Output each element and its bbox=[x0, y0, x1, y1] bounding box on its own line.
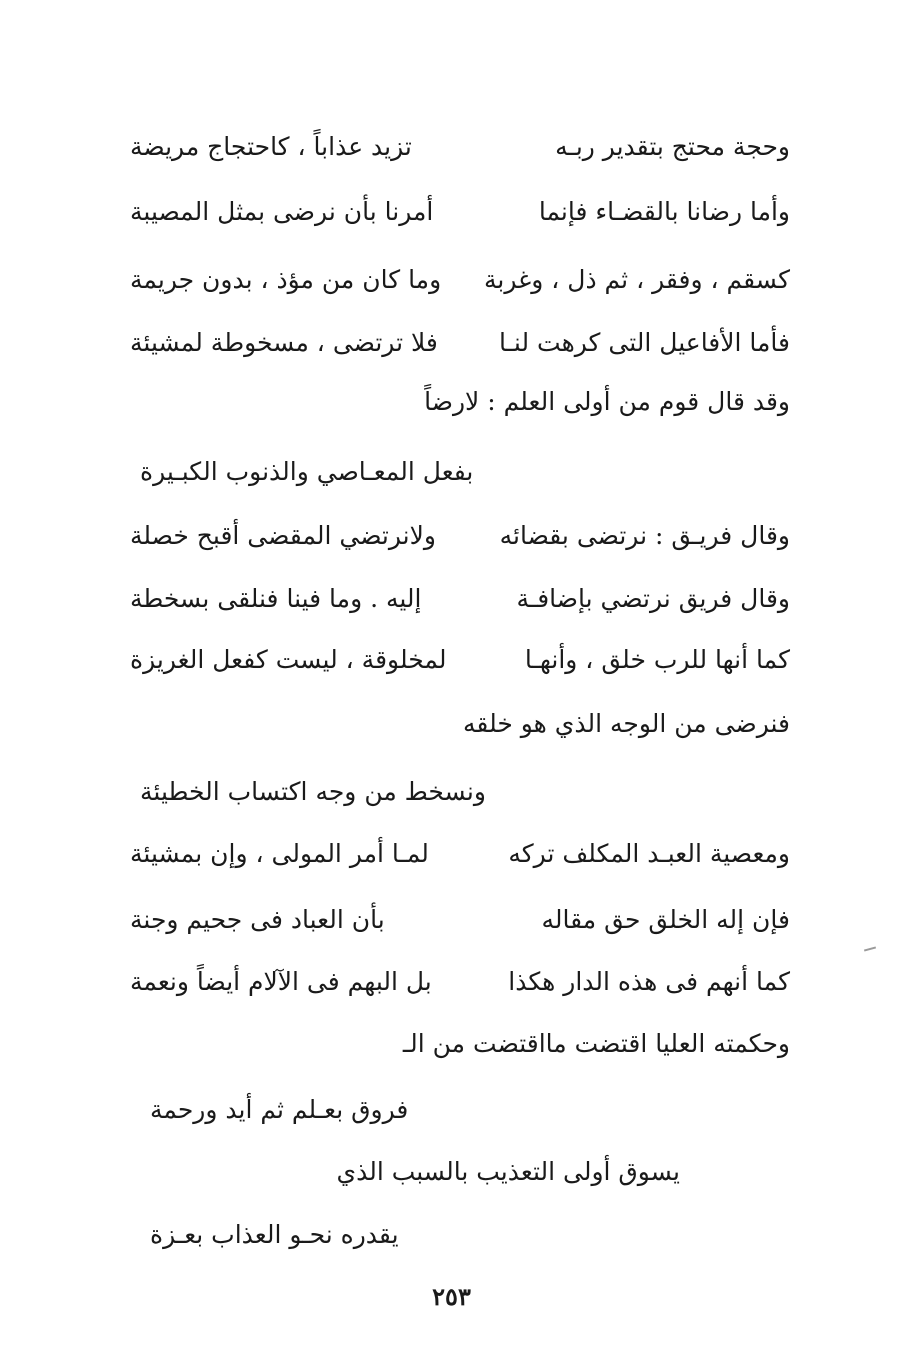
verse-line bbox=[130, 702, 790, 746]
hemistich-first: يسوق أولى التعذيب بالسبب الذي bbox=[336, 1157, 680, 1186]
hemistich-second: يقدره نحـو العذاب بعـزة bbox=[150, 1220, 399, 1249]
verse-line bbox=[130, 770, 790, 814]
hemistich-second: إليه . وما فينا فنلقى بسخطة bbox=[130, 584, 422, 613]
hemistich-second: لمخلوقة ، ليست كفعل الغريزة bbox=[130, 645, 447, 674]
poem-body bbox=[130, 0, 790, 1260]
hemistich-first: وحجة محتج بتقدير ربـه bbox=[555, 132, 790, 161]
verse-line bbox=[130, 190, 790, 234]
hemistich-first: وأما رضانا بالقضـاء فإنما bbox=[538, 197, 790, 226]
hemistich-first: فإن إله الخلق حق مقاله bbox=[541, 905, 790, 934]
hemistich-first: فنرضى من الوجه الذي هو خلقه bbox=[463, 709, 790, 738]
hemistich-second: ونسخط من وجه اكتساب الخطيئة bbox=[140, 777, 486, 806]
hemistich-first: ومعصية العبـد المكلف تركه bbox=[508, 839, 790, 868]
verse-line bbox=[130, 1213, 790, 1257]
hemistich-first: كما أنها للرب خلق ، وأنهـا bbox=[524, 645, 790, 674]
hemistich-first: فأما الأفاعيل التى كرهت لنـا bbox=[498, 328, 790, 357]
hemistich-first: وقد قال قوم من أولى العلم : لارضاً bbox=[424, 387, 790, 416]
verse-line bbox=[130, 321, 790, 365]
hemistich-first: وقال فريـق : نرتضى بقضائه bbox=[499, 521, 790, 550]
hemistich-second: ولانرتضي المقضى أقبح خصلة bbox=[130, 521, 436, 550]
verse-line bbox=[130, 125, 790, 169]
verse-line bbox=[130, 514, 790, 558]
hemistich-second: فروق بعـلم ثم أيد ورحمة bbox=[150, 1095, 409, 1124]
verse-line bbox=[130, 960, 790, 1004]
verse-line bbox=[130, 380, 790, 424]
verse-line bbox=[130, 450, 790, 494]
hemistich-second: تزيد عذاباً ، كاحتجاج مريضة bbox=[130, 132, 412, 161]
hemistich-second: لمـا أمر المولى ، وإن بمشيئة bbox=[130, 839, 429, 868]
hemistich-first: كسقم ، وفقر ، ثم ذل ، وغربة bbox=[484, 265, 790, 294]
hemistich-first: وحكمته العليا اقتضت مااقتضت من الـ bbox=[402, 1029, 790, 1058]
hemistich-first: وقال فريق نرتضي بإضافـة bbox=[516, 584, 790, 613]
hemistich-second: بل البهم فى الآلام أيضاً ونعمة bbox=[130, 967, 432, 996]
verse-line bbox=[130, 638, 790, 682]
verse-line bbox=[130, 1022, 790, 1066]
hemistich-second: فلا ترتضى ، مسخوطة لمشيئة bbox=[130, 328, 438, 357]
verse-line bbox=[130, 577, 790, 621]
margin-mark bbox=[864, 946, 876, 951]
hemistich-second: أمرنا بأن نرضى بمثل المصيبة bbox=[130, 197, 434, 226]
verse-line bbox=[130, 1088, 790, 1132]
verse-line bbox=[130, 258, 790, 302]
hemistich-second: وما كان من مؤذ ، بدون جريمة bbox=[130, 265, 442, 294]
verse-line bbox=[130, 1150, 790, 1194]
hemistich-second: بفعل المعـاصي والذنوب الكبـيرة bbox=[140, 457, 474, 486]
hemistich-first: كما أنهم فى هذه الدار هكذا bbox=[508, 967, 790, 996]
verse-line bbox=[130, 832, 790, 876]
page-number: ٢٥٣ bbox=[432, 1282, 471, 1311]
verse-line bbox=[130, 898, 790, 942]
hemistich-second: بأن العباد فى جحيم وجنة bbox=[130, 905, 385, 934]
